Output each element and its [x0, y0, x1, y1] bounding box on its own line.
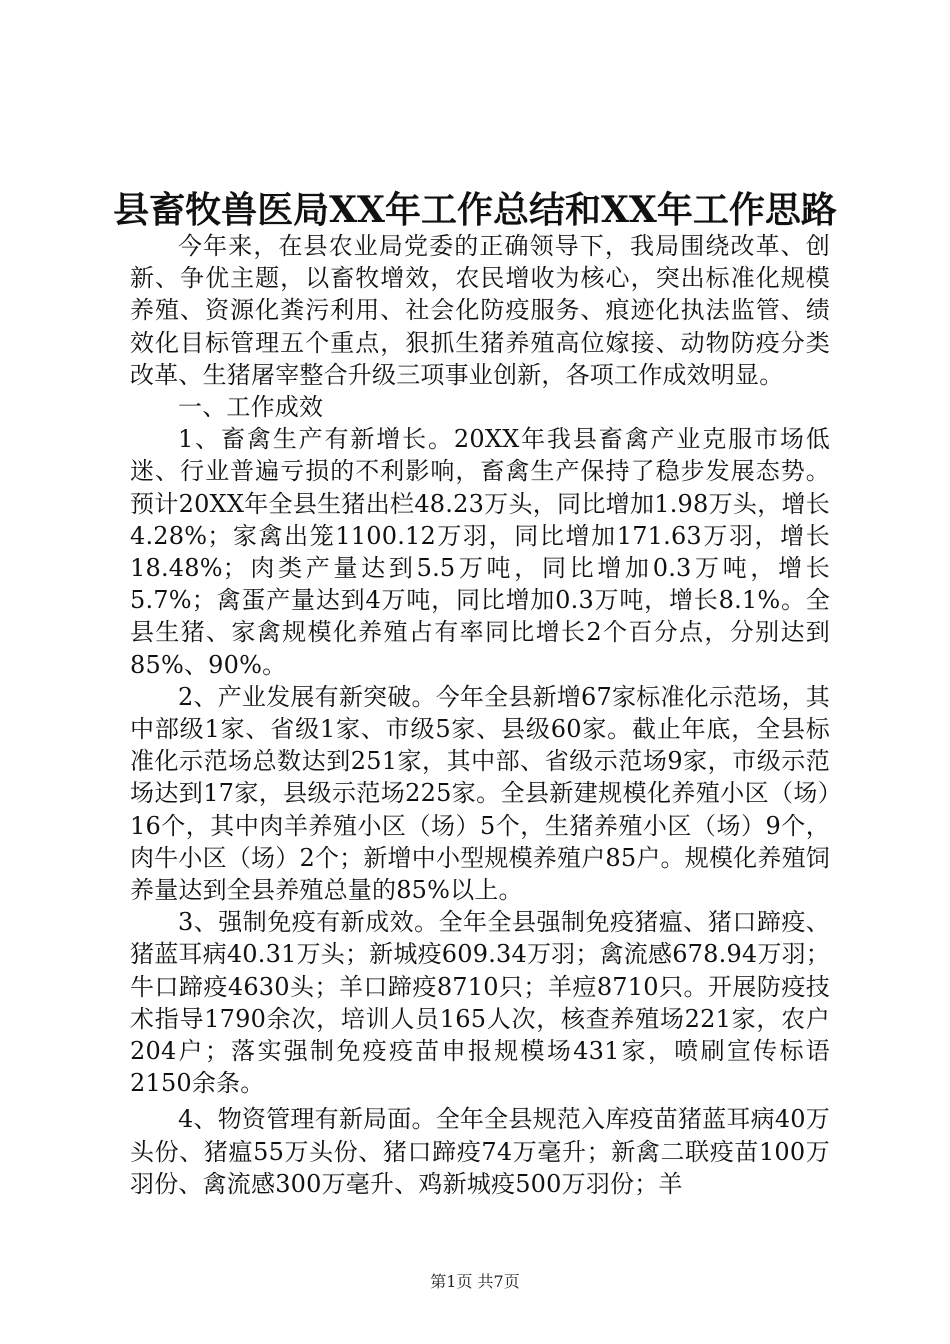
intro-paragraph: 今年来，在县农业局党委的正确领导下，我局围绕改革、创新、争优主题，以畜牧增效，农民增收为核心，突出标准化规模养殖、资源化粪污利用、社会化防疫服务、痕迹化执法监管、绩效化目标管理五个重点，狠抓生猪养殖高位嫁接、动物防疫分类改革、生猪屠宰整合升级三项事业创新，各项工作成效明显。 [130, 232, 830, 389]
paragraph-compulsory-immunization: 3、强制免疫有新成效。全年全县强制免疫猪瘟、猪口蹄疫、猪蓝耳病40.31万头；新城疫609.34万羽；禽流感678.94万羽；牛口蹄疫4630头；羊口蹄疫8710只；羊痘8710只。开展防疫技术指导1790余次，培训人员165人次，核查养殖场221家，农户204户；落实强制免疫疫苗申报规模场431家，喷刷宣传标语2150余条。 [130, 908, 830, 1098]
document-body [130, 230, 830, 1200]
paragraph-livestock-production: 1、畜禽生产有新增长。20XX年我县畜禽产业克服市场低迷、行业普遍亏损的不利影响，畜禽生产保持了稳步发展态势。预计20XX年全县生猪出栏48.23万头，同比增加1.98万头，增长4.28%；家禽出笼1100.12万羽，同比增加171.63万羽，增长18.48%；肉类产量达到5.5万吨，同比增加0.3万吨，增长5.7%；禽蛋产量达到4万吨，同比增加0.3万吨，增长8.1%。全县生猪、家禽规模化养殖占有率同比增长2个百分点，分别达到85%、90%。 [130, 425, 830, 679]
document-title: 县畜牧兽医局XX年工作总结和XX年工作思路 [113, 189, 837, 231]
paragraph-industry-development: 2、产业发展有新突破。今年全县新增67家标准化示范场，其中部级1家、省级1家、市级5家、县级60家。截止年底，全县标准化示范场总数达到251家，其中部、省级示范场9家，市级示范场达到17家，县级示范场225家。全县新建规模化养殖小区（场）16个，其中肉羊养殖小区（场）5个，生猪养殖小区（场）9个，肉牛小区（场）2个；新增中小型规模养殖户85户。规模化养殖饲养量达到全县养殖总量的85%以上。 [130, 682, 830, 905]
paragraph-materials-management: 4、物资管理有新局面。全年全县规范入库疫苗猪蓝耳病40万头份、猪瘟55万头份、猪口蹄疫74万毫升；新禽二联疫苗100万羽份、禽流感300万毫升、鸡新城疫500万羽份；羊 [130, 1105, 830, 1198]
page-number-footer: 第1页 共7页 [430, 1272, 520, 1291]
section-heading: 一、工作成效 [178, 393, 324, 422]
